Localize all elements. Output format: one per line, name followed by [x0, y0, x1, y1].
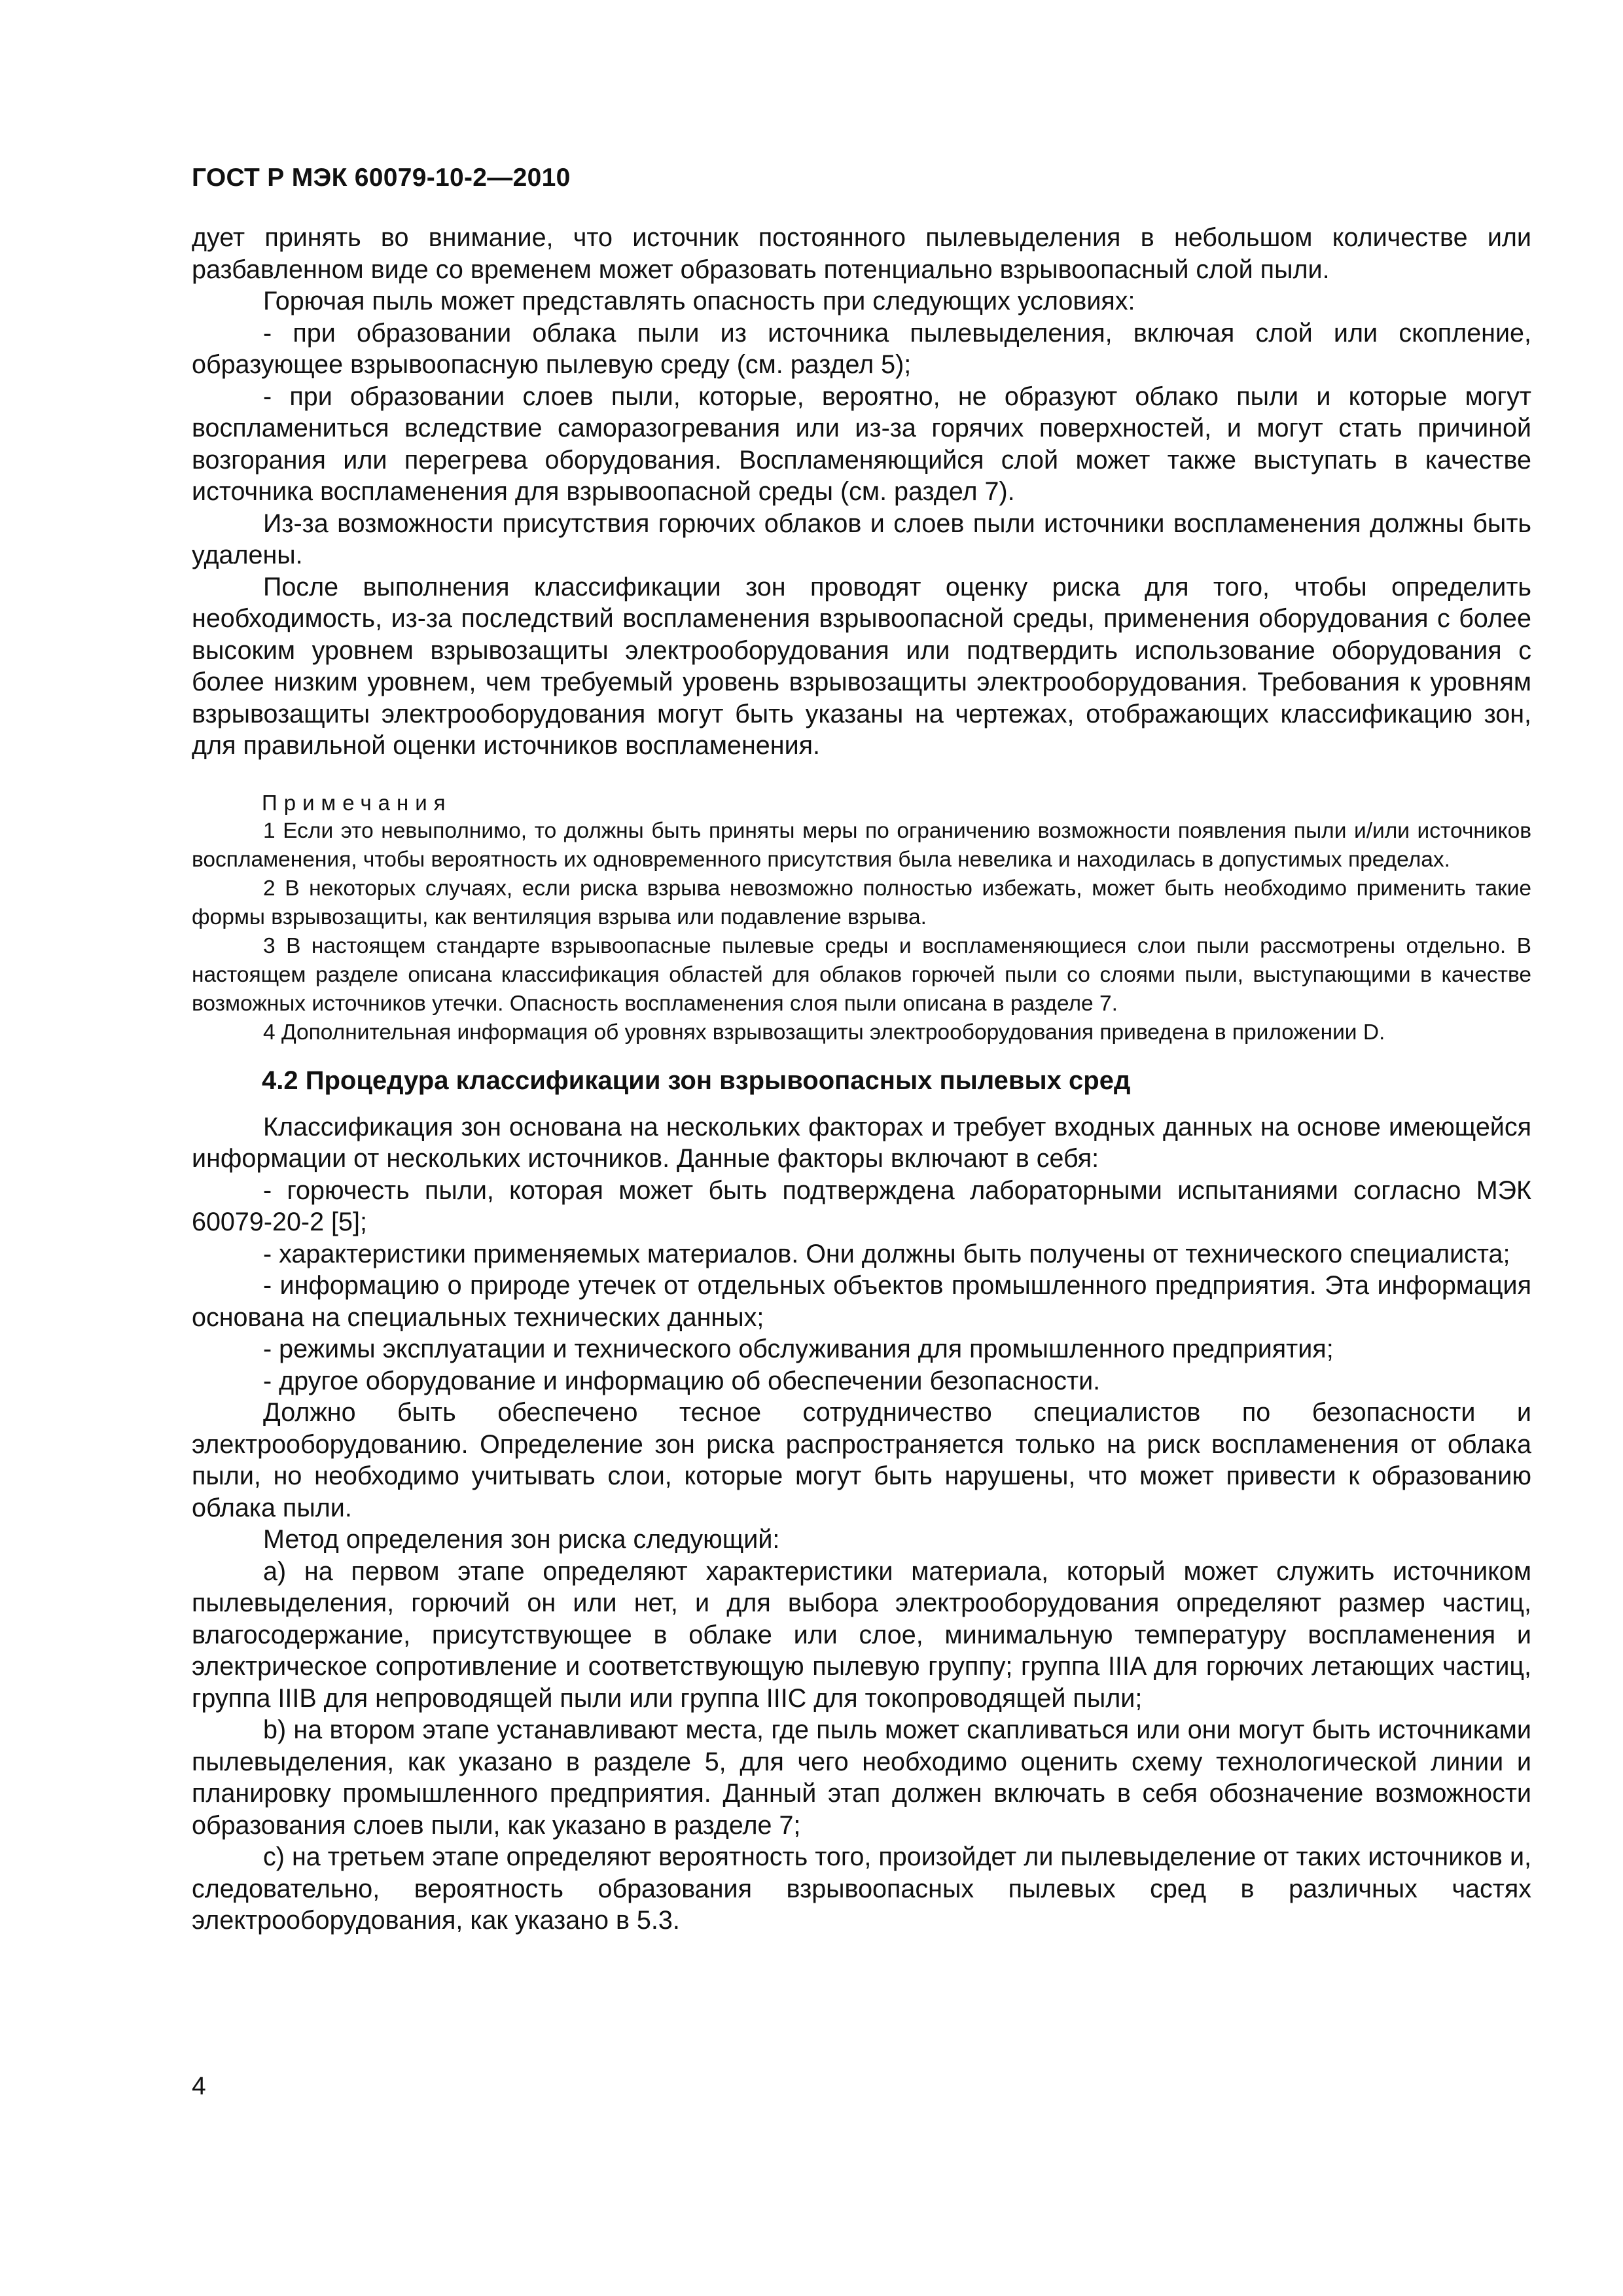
- list-item: - горючесть пыли, которая может быть подтверждена лабораторными испытаниями согласно МЭК 60079-20-2 [5];: [192, 1175, 1531, 1236]
- paragraph: Классификация зон основана на нескольких факторах и требует входных данных на основе имеющейся информации от нескольких источников. Данные факторы включают в себя:: [192, 1112, 1531, 1173]
- list-item: a) на первом этапе определяют характеристики материала, который может служить источником пылевыделения, горючий он или нет, и для выбора электрооборудования определяют размер частиц, влагосодержание, присутствующее в облаке или слое, минимальную температуру воспламенения и электрическое сопротивление и соответствующую пылевую группу; группа IIIA для горючих летающих частиц, группа IIIB для непроводящей пыли или группа IIIC для токопроводящей пыли;: [192, 1556, 1531, 1713]
- document-header: ГОСТ Р МЭК 60079-10-2—2010: [192, 164, 571, 192]
- note-item: 2 В некоторых случаях, если риска взрыва невозможно полностью избежать, может быть необходимо применить такие формы взрывозащиты, как вентиляция взрыва или подавление взрыва.: [192, 876, 1531, 929]
- paragraph: Должно быть обеспечено тесное сотрудничество специалистов по безопасности и электрооборудованию. Определение зон риска распространяется только на риск воспламенения от облака пыли, но необходимо учитывать слои, которые могут быть нарушены, что может привести к образованию облака пыли.: [192, 1398, 1531, 1522]
- note-item: 1 Если это невыполнимо, то должны быть приняты меры по ограничению возможности появления пыли и/или источников воспламенения, чтобы вероятность их одновременного присутствия была невелика и находилась в допустимых пределах.: [192, 818, 1531, 872]
- paragraph: Из-за возможности присутствия горючих облаков и слоев пыли источники воспламенения должны быть удалены.: [192, 509, 1531, 569]
- list-item: - при образовании слоев пыли, которые, вероятно, не образуют облако пыли и которые могут воспламениться вследствие саморазогревания или из-за горячих поверхностей, и могут стать причиной возгорания или перегрева оборудования. Воспламеняющийся слой может также выступать в качестве источника воспламенения для взрывоопасной среды (см. раздел 7).: [192, 382, 1531, 506]
- list-item: c) на третьем этапе определяют вероятность того, произойдет ли пылевыделение от таких источников и, следовательно, вероятность образования взрывоопасных пылевых сред в различных частях электрооборудования, как указано в 5.3.: [192, 1842, 1531, 1935]
- paragraph: дует принять во внимание, что источник постоянного пылевыделения в небольшом количестве или разбавленном виде со временем может образовать потенциально взрывоопасный слой пыли.: [192, 223, 1531, 284]
- list-item: - характеристики применяемых материалов. Они должны быть получены от технического специалиста;: [263, 1239, 1510, 1268]
- page-number: 4: [192, 2072, 206, 2100]
- paragraph: Горючая пыль может представлять опасность при следующих условиях:: [263, 287, 1135, 315]
- notes-title: Примечания: [262, 790, 452, 815]
- list-item: - режимы эксплуатации и технического обслуживания для промышленного предприятия;: [263, 1335, 1334, 1363]
- notes-block: [192, 789, 1531, 1047]
- section-heading: 4.2 Процедура классификации зон взрывоопасных пылевых сред: [262, 1066, 1131, 1095]
- list-item: - другое оборудование и информацию об обеспечении безопасности.: [263, 1366, 1101, 1395]
- list-item: - информацию о природе утечек от отдельных объектов промышленного предприятия. Эта информация основана на специальных технических данных;: [192, 1271, 1531, 1332]
- note-item: 3 В настоящем стандарте взрывоопасные пылевые среды и воспламеняющиеся слои пыли рассмотрены отдельно. В настоящем разделе описана классификация областей для облаков горючей пыли со слоями пыли, выступающими в качестве возможных источников утечки. Опасность воспламенения слоя пыли описана в разделе 7.: [192, 933, 1531, 1016]
- list-item: b) на втором этапе устанавливают места, где пыль может скапливаться или они могут быть источниками пылевыделения, как указано в разделе 5, для чего необходимо оценить схему технологической линии и планировку промышленного предприятия. Данный этап должен включать в себя обозначение возможности образования слоев пыли, как указано в разделе 7;: [192, 1715, 1531, 1840]
- paragraph: Метод определения зон риска следующий:: [263, 1525, 780, 1554]
- paragraph: После выполнения классификации зон проводят оценку риска для того, чтобы определить необходимость, из-за последствий воспламенения взрывоопасной среды, применения оборудования с более высоким уровнем взрывозащиты электрооборудования или подтвердить использование оборудования с более низким уровнем, чем требуемый уровень взрывозащиты электрооборудования. Требования к уровням взрывозащиты электрооборудования могут быть указаны на чертежах, отображающих классификацию зон, для правильной оценки источников воспламенения.: [192, 572, 1531, 760]
- note-item: 4 Дополнительная информация об уровнях взрывозащиты электрооборудования приведена в приложении D.: [263, 1020, 1385, 1045]
- list-item: - при образовании облака пыли из источника пылевыделения, включая слой или скопление, образующее взрывоопасную пылевую среду (см. раздел 5);: [192, 318, 1531, 379]
